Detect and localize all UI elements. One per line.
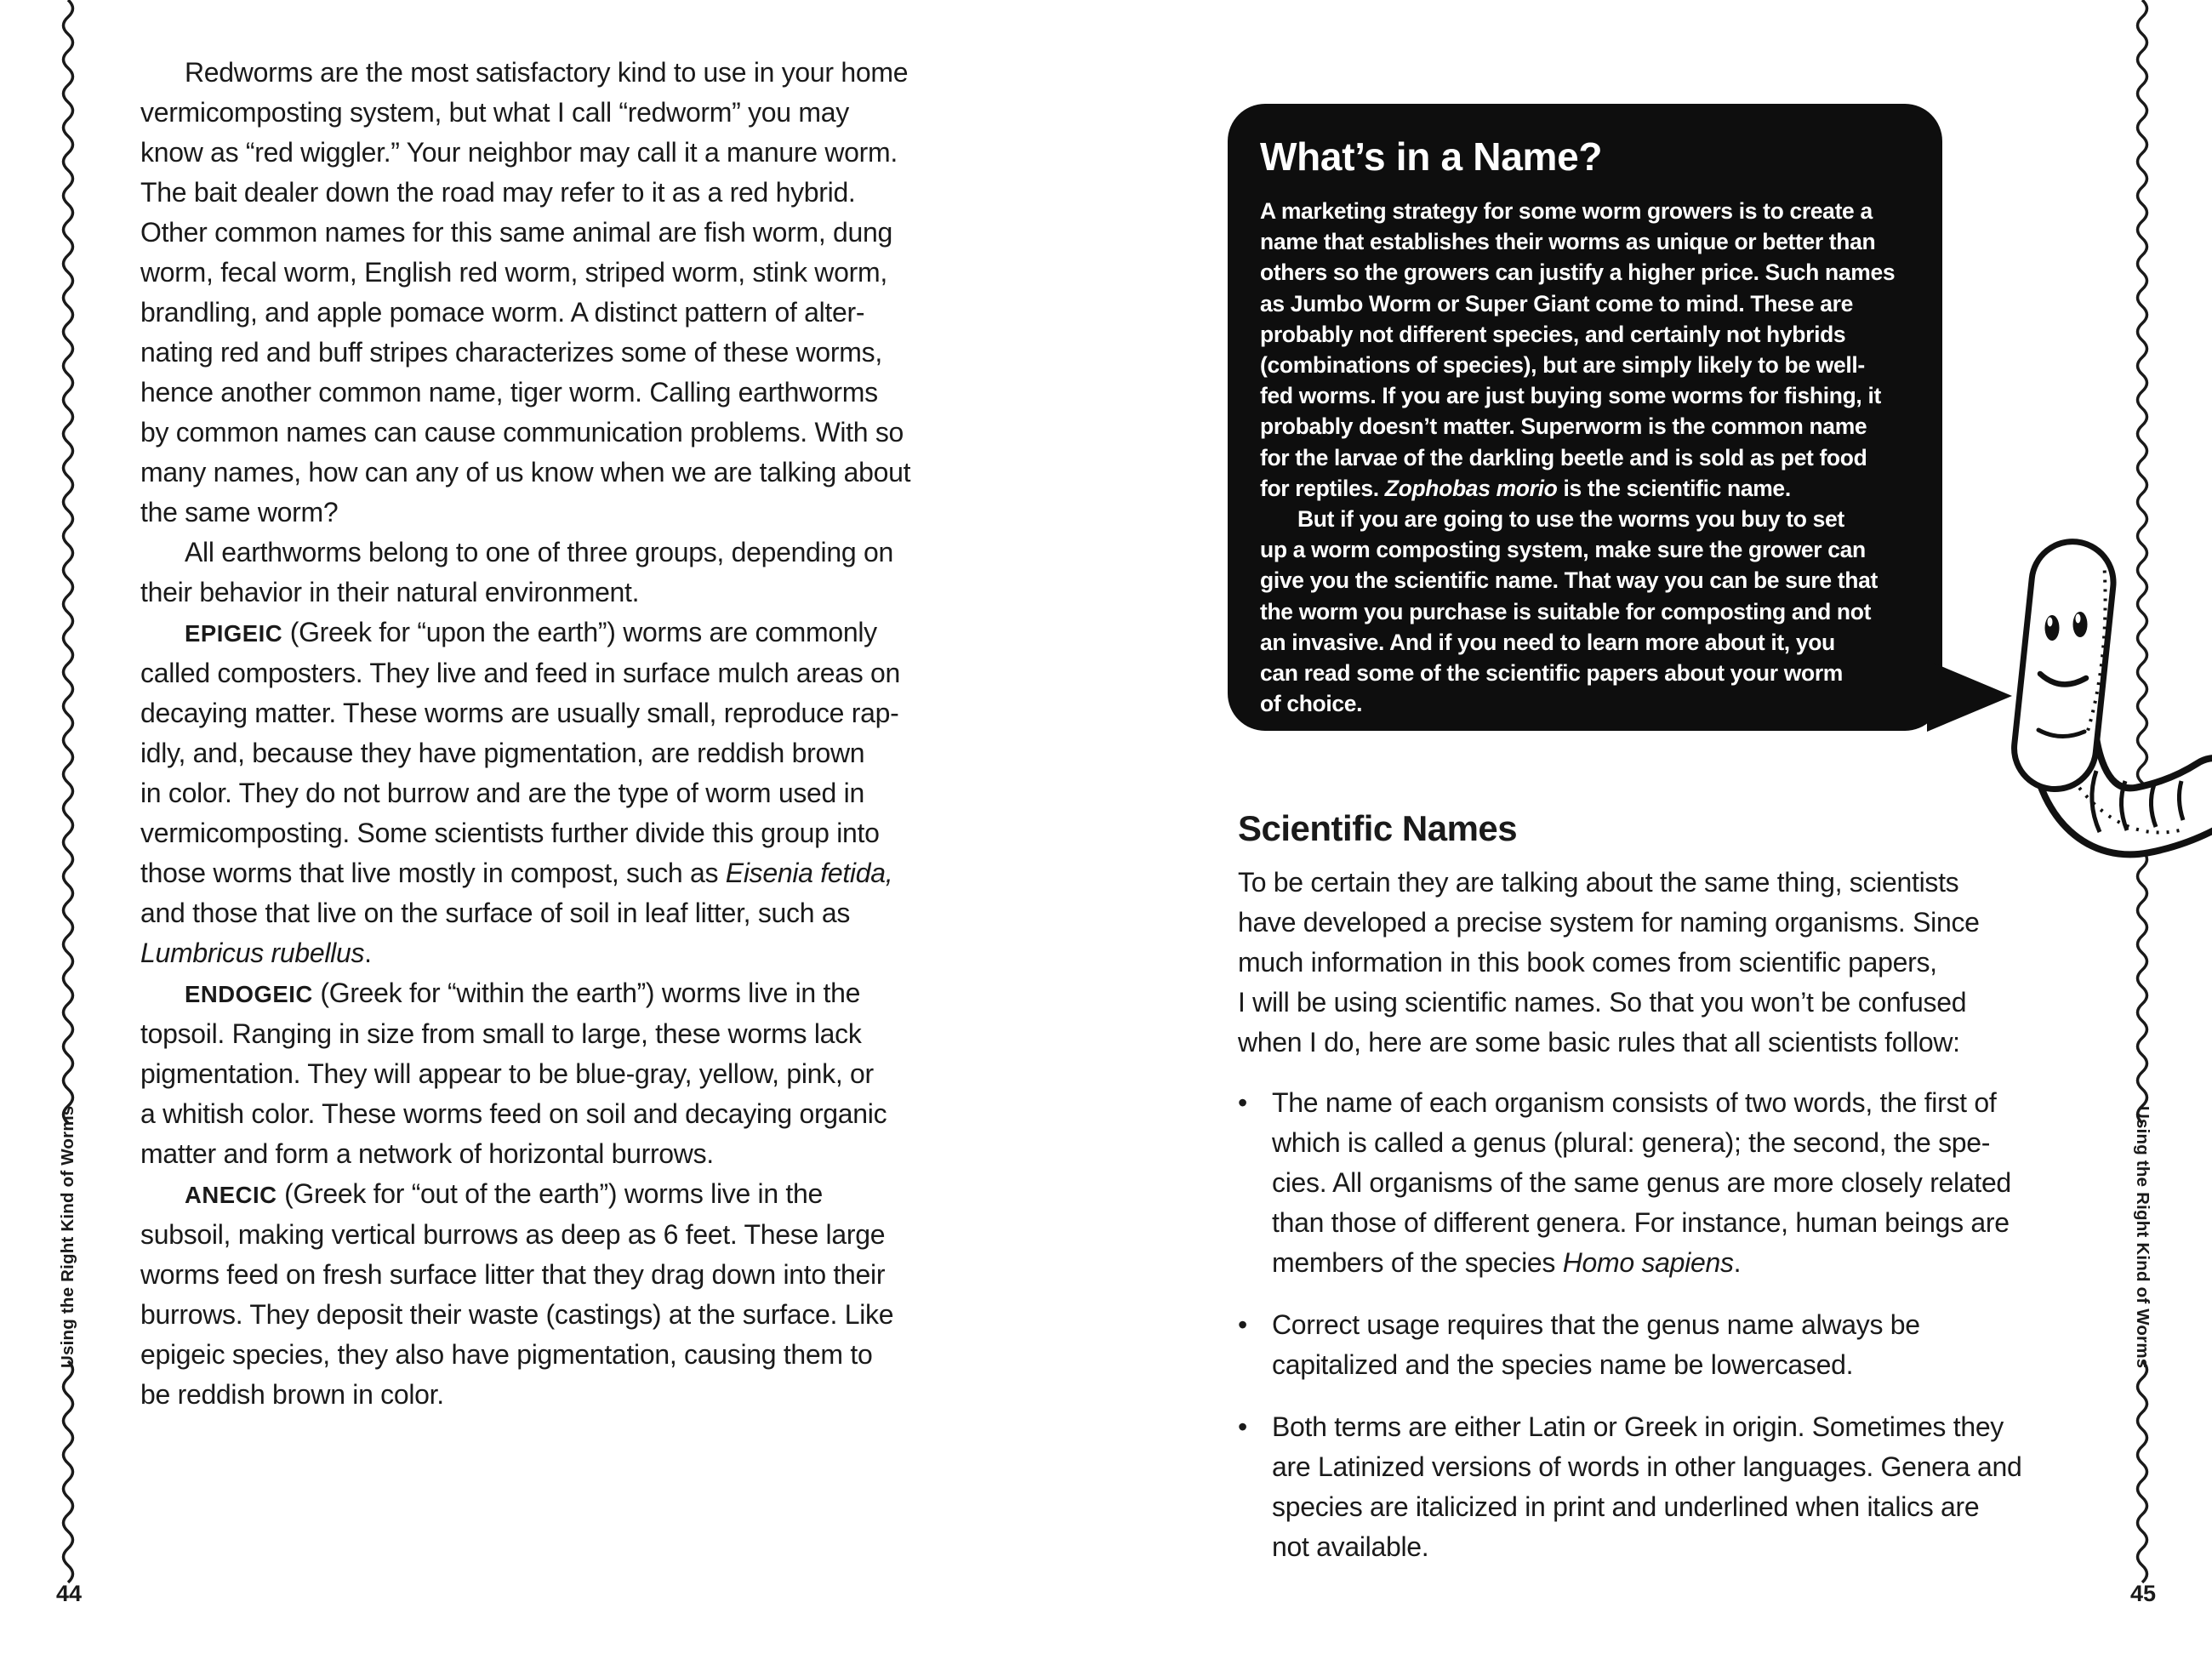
page-number-45: 45 <box>2129 1581 2157 1606</box>
bullet-item-latin-greek: • Both terms are either Latin or Greek in origin. Sometimes they are Latinized versions of words in other languages. Genera and species are italicized in print and underlined when italics are not available. <box>1238 1407 2097 1567</box>
bullet-item-capitalization: • Correct usage requires that the genus name always be capitalized and the species name be lowercased. <box>1238 1305 2097 1385</box>
paragraph-endogeic: ENDOGEIC (Greek for “within the earth”) worms live in the topsoil. Ranging in size from small to large, these worms lack pigmentation. They will appear to be blue-gray, yellow, pink, or a whitish color. These worms feed on soil and decaying organic matter and form a network of horizontal burrows. <box>140 978 887 1169</box>
paragraph-epigeic: EPIGEIC (Greek for “upon the earth”) worms are commonly called composters. They live and feed in surface mulch areas on decaying matter. These worms are usually small, reproduce rap- idly, and, because they have pigmentation, are reddish brown in color. They do not burrow and are the type of worm used in vermicomposting. Some scientists further divide this group into those worms that live mostly in compost, such as Eisenia fetida, and those that live on the surface of soil in leaf litter, such as Lumbricus rubellus. <box>140 617 900 968</box>
bullet-item-genus-species: • The name of each organism consists of two words, the first of which is called a genus (plural: genera); the second, the spe- cies. All organisms of the same genus are more closely related than those of different genera. For instance, human beings are members of the species Homo sapiens. <box>1238 1083 2097 1283</box>
paragraph-three-groups: All earthworms belong to one of three groups, depending on their behavior in their natural environment. <box>140 537 893 607</box>
callout-title: What’s in a Name? <box>1260 134 1603 179</box>
bullet-marker: • <box>1238 1411 1247 1442</box>
worm-eye-right <box>2073 612 2088 637</box>
sidebar-label-right: Using the Right Kind of Worms <box>2133 1105 2152 1369</box>
callout-body: A marketing strategy for some worm growers is to create a name that establishes their worms as unique or better than others so the growers can justify a higher price. Such names as Jumbo Worm or Super Giant come to mind. These are probably not different species, and certainly not hybrids (combinations of species), but are simply likely to be well- fed worms. If you are just buying some worms for fishing, it probably doesn’t matter. Superworm is the common name for the larvae of the darkling beetle and is sold as pet food for reptiles. Zophobas morio is the scientific name. But if you are going to use the worms you buy to set up a worm composting system, make sure the grower can give you the scientific name. That way you can be sure that the worm you purchase is suitable for composting and not an invasive. And if you need to learn more about it, you can read some of the scientific papers about your worm of choice. <box>1260 198 1896 717</box>
worm-illustration <box>1991 510 2212 868</box>
page-44-body <box>140 53 1008 1415</box>
bullet-marker: • <box>1238 1087 1247 1118</box>
scientific-names-heading: Scientific Names <box>1238 808 1518 848</box>
scientific-names-intro: To be certain they are talking about the same thing, scientists have developed a precise system for naming organisms. Since much information in this book comes from scientific papers, I will be using scientific names. So that you won’t be confused when I do, here are some basic rules that all scientists follow: <box>1238 867 1980 1058</box>
bullet-marker: • <box>1238 1309 1247 1340</box>
page-number-44: 44 <box>55 1581 83 1606</box>
worm-eye-left <box>2045 615 2060 641</box>
sidebar-label-left: Using the Right Kind of Worms <box>58 1105 77 1369</box>
paragraph-redworms: Redworms are the most satisfactory kind to use in your home vermicomposting system, but what I call “redworm” you may know as “red wiggler.” Your neighbor may call it a manure worm. The bait dealer down the road may refer to it as a red hybrid. Other common names for this same animal are fish worm, dung worm, fecal worm, English red worm, striped worm, stink worm, brandling, and apple pomace worm. A distinct pattern of alter- nating red and buff stripes characterizes some of these worms, hence another common name, tiger worm. Calling earthworms by common names can cause communication problems. With so many names, how can any of us know when we are talking about the same worm? <box>140 57 911 527</box>
page-45-body <box>1238 808 2097 1589</box>
whats-in-a-name-callout <box>1228 104 1942 731</box>
paragraph-anecic: ANECIC (Greek for “out of the earth”) worms live in the subsoil, making vertical burrows as deep as 6 feet. These large worms feed on fresh surface litter that they drag down into their burrows. They deposit their waste (castings) at the surface. Like epigeic species, they also have pigmentation, causing them to be reddish brown in color. <box>140 1178 894 1410</box>
